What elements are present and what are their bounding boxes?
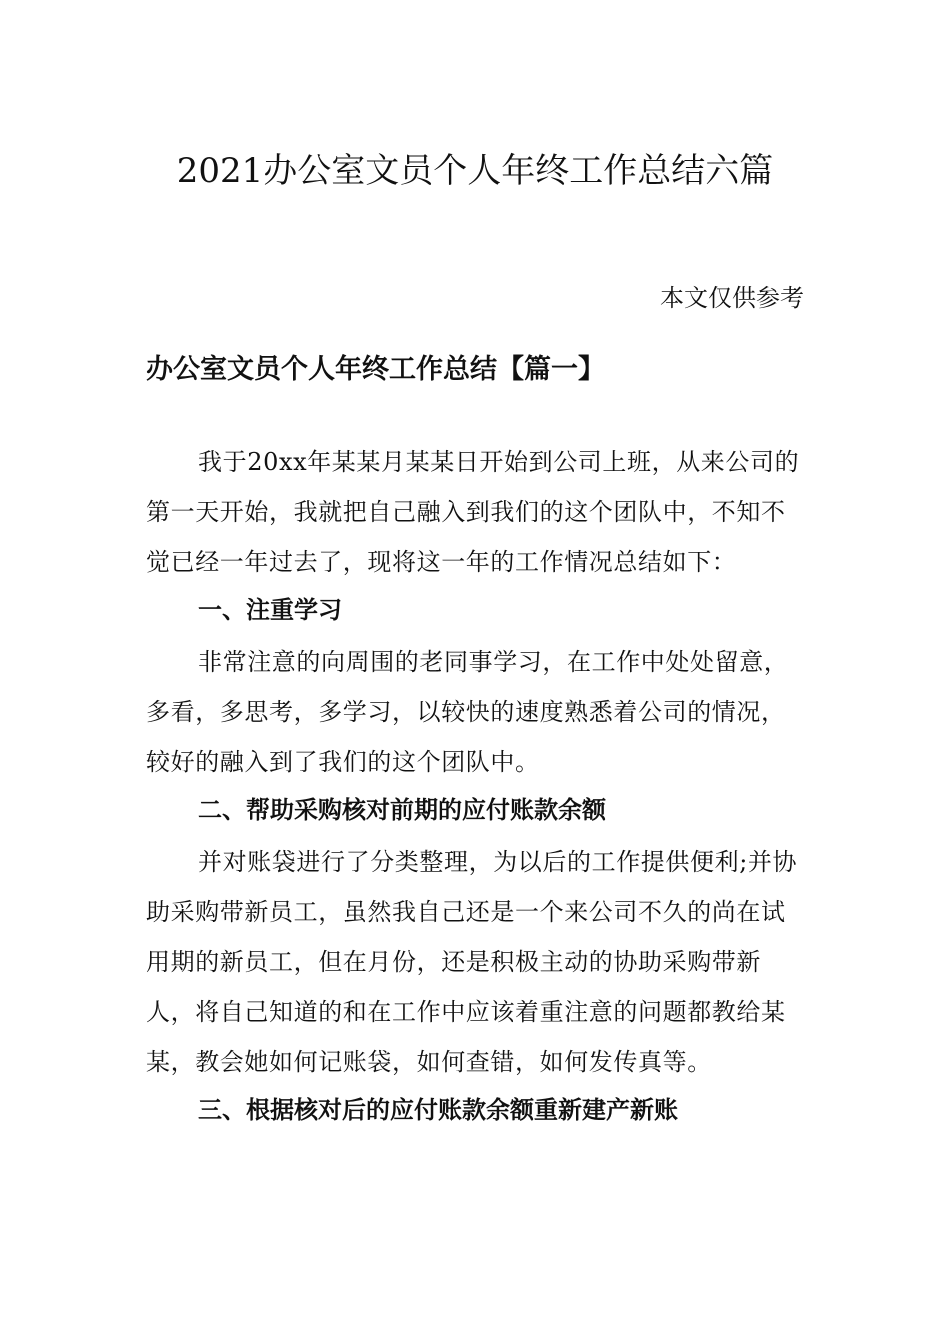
paragraph-intro [146, 437, 806, 587]
paragraph-study-text: 非常注意的向周围的老同事学习，在工作中处处留意，多看，多思考，多学习，以较快的速度熟悉着公司的情况，较好的融入到了我们的这个团队中。 [146, 648, 789, 776]
paragraph-reconcile-text: 并对账袋进行了分类整理，为以后的工作提供便利;并协助采购带新员工，虽然我自己还是一个来公司不久的尚在试用期的新员工，但在月份，还是积极主动的协助采购带新人，将自己知道的和在工作中应该着重注意的问题都教给某某，教会她如何记账袋，如何查错，如何发传真等。 [146, 848, 798, 1076]
section-title: 办公室文员个人年终工作总结【篇一】 [146, 354, 605, 385]
heading-reconcile: 二、帮助采购核对前期的应付账款余额 [198, 795, 606, 824]
paragraph-study [146, 637, 806, 787]
heading-new-ledger: 三、根据核对后的应付账款余额重新建产新账 [198, 1095, 678, 1124]
paragraph-reconcile [146, 837, 806, 1087]
document-title: 2021办公室文员个人年终工作总结六篇 [176, 151, 774, 191]
heading-study: 一、注重学习 [198, 595, 342, 624]
paragraph-intro-text: 我于20xx年某某月某某日开始到公司上班，从来公司的第一天开始，我就把自己融入到我们的这个团队中，不知不觉已经一年过去了，现将这一年的工作情况总结如下： [146, 448, 800, 576]
reference-note: 本文仅供参考 [660, 284, 804, 312]
